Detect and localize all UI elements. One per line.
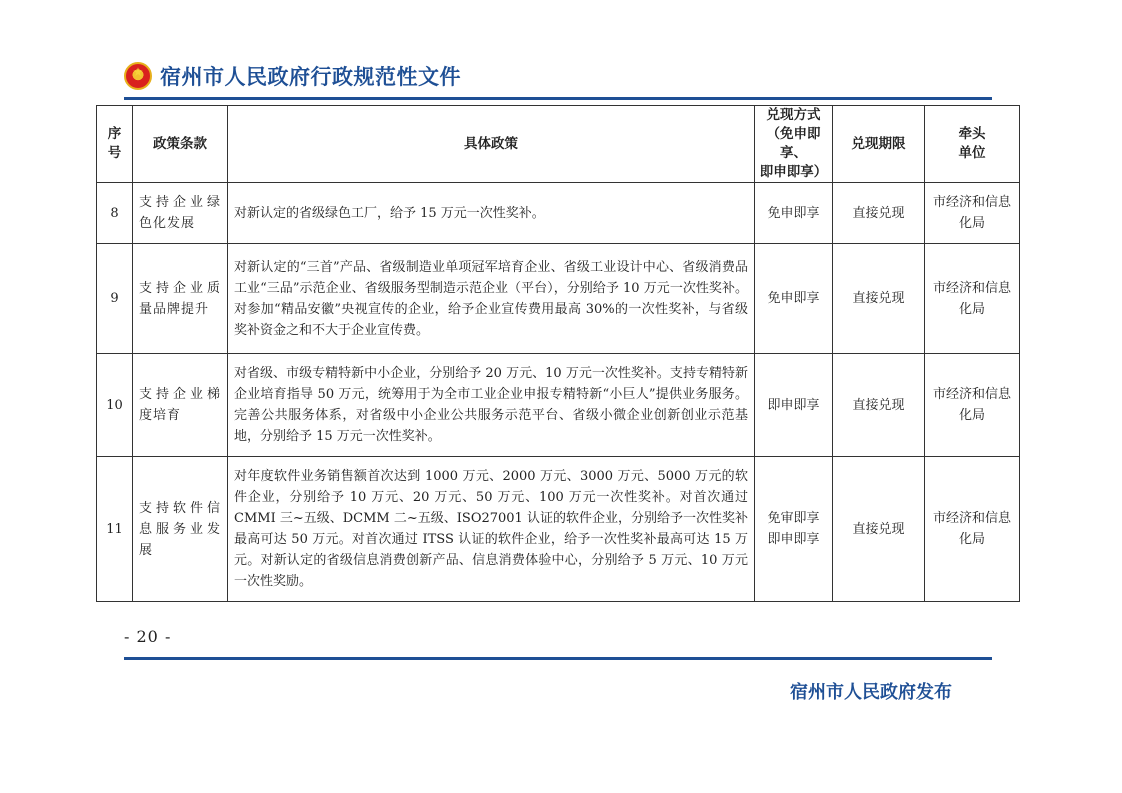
column-header-label: 具体政策 [464,135,518,152]
table-row [97,354,1020,457]
cell-method: 免申即享 [755,183,833,244]
cell-lead: 市经济和信息化局 [925,354,1020,457]
cell-no: 9 [97,244,133,354]
cell-no: 11 [97,457,133,602]
cell-clause: 支持企业梯度培育 [133,354,228,457]
cell-period: 直接兑现 [833,354,925,457]
footer-rule [124,657,992,660]
column-header-label: 兑现期限 [851,135,906,152]
table-header-row [97,106,1020,183]
cell-lead: 市经济和信息化局 [925,457,1020,602]
cell-clause: 支持企业质量品牌提升 [133,244,228,354]
cell-clause: 支持企业绿色化发展 [133,183,228,244]
column-header-clause [133,106,228,183]
cell-clause: 支持软件信息服务业发展 [133,457,228,602]
column-header-content [228,106,755,183]
column-header-period [833,106,925,183]
table-row [97,457,1020,602]
national-emblem-icon [124,62,152,90]
column-header-lead [925,106,1020,183]
cell-period: 直接兑现 [833,183,925,244]
header-title: 宿州市人民政府行政规范性文件 [160,65,461,89]
cell-period: 直接兑现 [833,457,925,602]
cell-method: 即申即享 [755,354,833,457]
footer-publisher: 宿州市人民政府发布 [790,682,952,703]
page-number: - 20 - [124,627,172,646]
cell-method: 免申即享 [755,244,833,354]
cell-content: 对新认定的“三首”产品、省级制造业单项冠军培育企业、省级工业设计中心、省级消费品工业“三品”示范企业、省级服务型制造示范企业（平台），分别给予 10 万元一次性奖补。对参加“精品安徽”央视宣传的企业，给予企业宣传费用最高 30%的一次性奖补，与省级奖补资金之和不大于企业宣传费。 [228,244,755,354]
cell-period: 直接兑现 [833,244,925,354]
header-rule [124,97,992,100]
column-header-label: 兑现方式 （免申即享、 即申即享） [759,107,828,180]
policy-table [96,105,1020,602]
cell-lead: 市经济和信息化局 [925,244,1020,354]
column-header-label: 牵头 单位 [958,126,986,161]
cell-content: 对年度软件业务销售额首次达到 1000 万元、2000 万元、3000 万元、5000 万元的软件企业，分别给予 10 万元、20 万元、50 万元、100 万元一次性奖补。对首次通过 CMMI 三~五级、DCMM 二~五级、ISO27001 认证的软件企业，分别给予一次性奖补最高可达 50 万元。对首次通过 ITSS 认证的软件企业，给予一次性奖补最高可达 15 万元。对新认定的省级信息消费创新产品、信息消费体验中心，分别给予 5 万元、10 万元一次性奖励。 [228,457,755,602]
table-row [97,244,1020,354]
cell-method: 免审即享 即申即享 [755,457,833,602]
cell-no: 10 [97,354,133,457]
cell-content: 对省级、市级专精特新中小企业，分别给予 20 万元、10 万元一次性奖补。支持专精特新企业培育指导 50 万元，统筹用于为全市工业企业申报专精特新“小巨人”提供业务服务。完善公共服务体系，对省级中小企业公共服务示范平台、省级小微企业创新创业示范基地，分别给予 15 万元一次性奖补。 [228,354,755,457]
table-row [97,183,1020,244]
cell-content: 对新认定的省级绿色工厂，给予 15 万元一次性奖补。 [228,183,755,244]
cell-lead: 市经济和信息化局 [925,183,1020,244]
document-header [124,58,461,94]
column-header-no [97,106,133,183]
column-header-method [755,106,833,183]
column-header-label: 政策条款 [153,135,207,152]
column-header-label: 序 号 [107,126,122,161]
cell-no: 8 [97,183,133,244]
